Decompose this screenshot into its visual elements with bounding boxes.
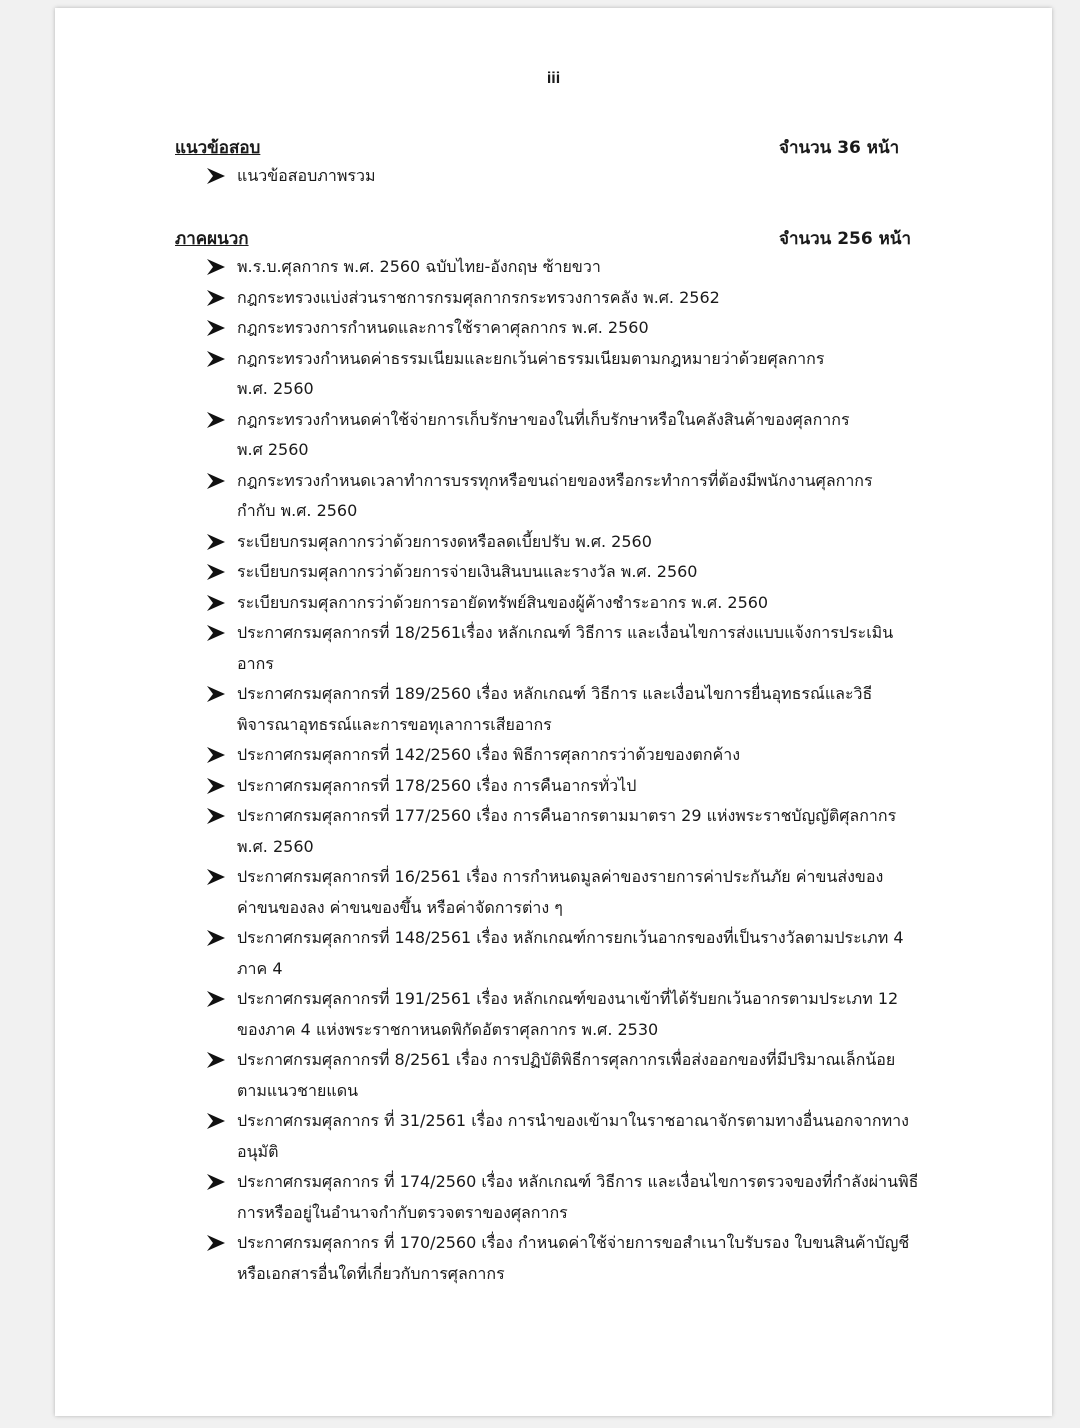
list-item-text: แนวข้อสอบภาพรวม bbox=[237, 166, 376, 185]
list-item bbox=[205, 1106, 945, 1167]
arrowhead-bullet-icon bbox=[207, 564, 225, 580]
list-item-line: ประกาศกรมศุลกากร ที่ 31/2561 เรื่อง การนำของเข้ามาในราชอาณาจักรตามทางอื่นนอกจากทาง bbox=[237, 1111, 909, 1130]
list-item-text bbox=[237, 1228, 945, 1289]
list-item-text bbox=[237, 405, 945, 466]
arrowhead-bullet-icon bbox=[207, 686, 225, 702]
list-item-line: อนุมัติ bbox=[237, 1141, 279, 1161]
list-item-line: กฎกระทรวงกำหนดค่าธรรมเนียมและยกเว้นค่าธรรมเนียมตามกฎหมายว่าด้วยศุลกากร bbox=[237, 348, 825, 368]
list-item-line: การหรืออยู่ในอำนาจกำกับตรวจตราของศุลกากร bbox=[237, 1202, 568, 1222]
list-item bbox=[205, 252, 945, 283]
list-item bbox=[205, 618, 945, 679]
arrowhead-bullet-icon bbox=[207, 778, 225, 794]
list-item-line: กฎกระทรวงแบ่งส่วนราชการกรมศุลกากรกระทรวงการคลัง พ.ศ. 2562 bbox=[237, 287, 720, 307]
list-item-line: ประกาศกรมศุลกากร ที่ 174/2560 เรื่อง หลักเกณฑ์ วิธีการ และเงื่อนไขการตรวจของที่กำลังผ่านพิธี bbox=[237, 1172, 919, 1191]
list-item-line: ระเบียบกรมศุลกากรว่าด้วยการอายัดทรัพย์สินของผู้ค้างชำระอากร พ.ศ. 2560 bbox=[237, 592, 769, 612]
section-header-exam-guide bbox=[175, 134, 935, 158]
section-page-count: จำนวน 256 หน้า bbox=[779, 229, 911, 249]
list-item-line: ประกาศกรมศุลกากรที่ 148/2561 เรื่อง หลักเกณฑ์การยกเว้นอากรของที่เป็นรางวัลตามประเภท 4 bbox=[237, 928, 904, 947]
list-item-line: ตามแนวชายแดน bbox=[237, 1080, 359, 1100]
list-item-text bbox=[237, 252, 945, 283]
list-item-text bbox=[237, 466, 945, 527]
list-item-line: ประกาศกรมศุลกากรที่ 142/2560 เรื่อง พิธีการศุลกากรว่าด้วยของตกค้าง bbox=[237, 745, 740, 764]
list-item-text bbox=[237, 283, 945, 314]
list-item bbox=[205, 862, 945, 923]
list-item-line: ประกาศกรมศุลกากรที่ 177/2560 เรื่อง การคืนอากรตามมาตรา 29 แห่งพระราชบัญญัติศุลกากร bbox=[237, 806, 897, 825]
list-item-line: พิจารณาอุทธรณ์และการขอทุเลาการเสียอากร bbox=[237, 714, 552, 734]
list-item-line: ระเบียบกรมศุลกากรว่าด้วยการจ่ายเงินสินบนและรางวัล พ.ศ. 2560 bbox=[237, 562, 698, 581]
list-item-line: อากร bbox=[237, 653, 274, 673]
list-item bbox=[205, 313, 945, 344]
list-item bbox=[205, 405, 945, 466]
list-item-text bbox=[237, 862, 945, 923]
list-item-text bbox=[237, 313, 945, 344]
list-item bbox=[205, 283, 945, 314]
list-item-line: พ.ร.บ.ศุลกากร พ.ศ. 2560 ฉบับไทย-อังกฤษ ซ้ายขวา bbox=[237, 257, 601, 276]
list-item-line: พ.ศ 2560 bbox=[237, 440, 309, 459]
list-item-line: ค่าขนของลง ค่าขนของขึ้น หรือค่าจัดการต่าง ๆ bbox=[237, 897, 563, 917]
arrowhead-bullet-icon bbox=[207, 1235, 225, 1251]
list-item-line: ประกาศกรมศุลกากรที่ 8/2561 เรื่อง การปฏิบัติพิธีการศุลกากรเพื่อส่งออกของที่มีปริมาณเล็กน้อย bbox=[237, 1050, 896, 1069]
list-item-line: หรือเอกสารอื่นใดที่เกี่ยวกับการศุลกากร bbox=[237, 1263, 505, 1283]
arrowhead-bullet-icon bbox=[207, 259, 225, 275]
arrowhead-bullet-icon bbox=[207, 930, 225, 946]
list-item-line: ประกาศกรมศุลกากรที่ 189/2560 เรื่อง หลักเกณฑ์ วิธีการ และเงื่อนไขการยื่นอุทธรณ์และวิธี bbox=[237, 684, 873, 703]
list-item-line: ประกาศกรมศุลกากร ที่ 170/2560 เรื่อง กำหนดค่าใช้จ่ายการขอสำเนาใบรับรอง ใบขนสินค้าบัญชี bbox=[237, 1233, 910, 1252]
list-item-text bbox=[237, 984, 945, 1045]
list-item bbox=[205, 588, 945, 619]
list-item bbox=[205, 1045, 945, 1106]
list-item-text bbox=[237, 801, 945, 862]
list-item-line: ของภาค 4 แห่งพระราชกาหนดพิกัดอัตราศุลกากร พ.ศ. 2530 bbox=[237, 1019, 659, 1039]
list-item-text bbox=[237, 679, 945, 740]
list-item bbox=[205, 740, 945, 771]
list-item bbox=[205, 161, 945, 192]
arrowhead-bullet-icon bbox=[207, 1113, 225, 1129]
section-title: แนวข้อสอบ bbox=[175, 138, 261, 158]
list-item-text bbox=[237, 618, 945, 679]
section-header-appendix bbox=[175, 225, 935, 249]
section-list-exam-guide bbox=[205, 161, 945, 192]
list-item-text bbox=[237, 344, 945, 405]
document-page bbox=[55, 8, 1052, 1416]
arrowhead-bullet-icon bbox=[207, 473, 225, 489]
list-item-line: กำกับ พ.ศ. 2560 bbox=[237, 501, 358, 520]
arrowhead-bullet-icon bbox=[207, 1174, 225, 1190]
list-item-line: กฎกระทรวงกำหนดเวลาทำการบรรทุกหรือขนถ่ายของหรือกระทำการที่ต้องมีพนักงานศุลกากร bbox=[237, 470, 873, 490]
arrowhead-bullet-icon bbox=[207, 534, 225, 550]
arrowhead-bullet-icon bbox=[207, 351, 225, 367]
list-item-text bbox=[237, 740, 945, 771]
section-title: ภาคผนวก bbox=[175, 229, 249, 249]
list-item-line: ประกาศกรมศุลกากรที่ 178/2560 เรื่อง การคืนอากรทั่วไป bbox=[237, 775, 637, 795]
list-item-line: กฎกระทรวงกำหนดค่าใช้จ่ายการเก็บรักษาของในที่เก็บรักษาหรือในคลังสินค้าของศุลกากร bbox=[237, 409, 850, 429]
list-item-text bbox=[237, 588, 945, 619]
arrowhead-bullet-icon bbox=[207, 320, 225, 336]
list-item bbox=[205, 344, 945, 405]
list-item bbox=[205, 923, 945, 984]
list-item bbox=[205, 1167, 945, 1228]
list-item bbox=[205, 466, 945, 527]
list-item-text bbox=[237, 923, 945, 984]
list-item bbox=[205, 984, 945, 1045]
list-item-text bbox=[237, 527, 945, 558]
arrowhead-bullet-icon bbox=[207, 869, 225, 885]
list-item-line: ภาค 4 bbox=[237, 958, 283, 978]
list-item-line: พ.ศ. 2560 bbox=[237, 836, 314, 856]
list-item-line: ระเบียบกรมศุลกากรว่าด้วยการงดหรือลดเบี้ยปรับ พ.ศ. 2560 bbox=[237, 531, 652, 551]
section-list-appendix bbox=[205, 252, 945, 1289]
page-number: iii bbox=[546, 70, 561, 87]
list-item-line: ประกาศกรมศุลกากรที่ 16/2561 เรื่อง การกำหนดมูลค่าของรายการค่าประกันภัย ค่าขนส่งของ bbox=[237, 867, 884, 886]
arrowhead-bullet-icon bbox=[207, 168, 225, 184]
arrowhead-bullet-icon bbox=[207, 412, 225, 428]
list-item-line: กฎกระทรวงการกำหนดและการใช้ราคาศุลกากร พ.ศ. 2560 bbox=[237, 318, 649, 337]
list-item bbox=[205, 557, 945, 588]
arrowhead-bullet-icon bbox=[207, 625, 225, 641]
list-item bbox=[205, 771, 945, 802]
arrowhead-bullet-icon bbox=[207, 991, 225, 1007]
list-item-text bbox=[237, 1167, 945, 1228]
list-item-text bbox=[237, 1045, 945, 1106]
list-item bbox=[205, 527, 945, 558]
arrowhead-bullet-icon bbox=[207, 595, 225, 611]
arrowhead-bullet-icon bbox=[207, 747, 225, 763]
list-item-line: ประกาศกรมศุลกากรที่ 191/2561 เรื่อง หลักเกณฑ์ของนาเข้าที่ได้รับยกเว้นอากรตามประเภท 12 bbox=[237, 989, 899, 1008]
list-item-text bbox=[237, 557, 945, 588]
list-item-line: ประกาศกรมศุลกากรที่ 18/2561เรื่อง หลักเกณฑ์ วิธีการ และเงื่อนไขการส่งแบบแจ้งการประเมิน bbox=[237, 623, 894, 642]
list-item bbox=[205, 801, 945, 862]
list-item-text bbox=[237, 771, 945, 802]
arrowhead-bullet-icon bbox=[207, 808, 225, 824]
list-item bbox=[205, 1228, 945, 1289]
list-item-line: พ.ศ. 2560 bbox=[237, 379, 314, 398]
list-item-text bbox=[237, 1106, 945, 1167]
section-page-count: จำนวน 36 หน้า bbox=[779, 138, 900, 158]
arrowhead-bullet-icon bbox=[207, 290, 225, 306]
arrowhead-bullet-icon bbox=[207, 1052, 225, 1068]
list-item bbox=[205, 679, 945, 740]
